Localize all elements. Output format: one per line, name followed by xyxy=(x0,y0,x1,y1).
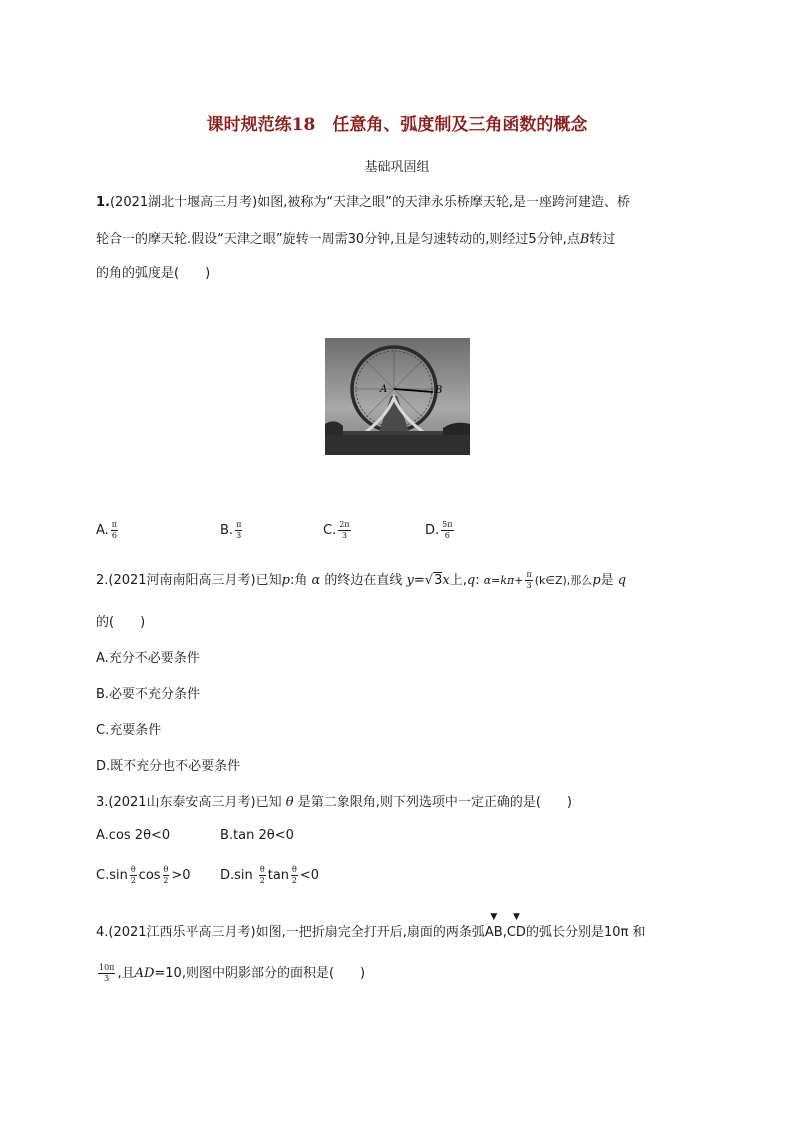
arc-ab: ▼ AB xyxy=(484,912,503,940)
q3-option-d: D.sin $\frac{\theta}{2}$ tan $\frac{\theta}{2}$ <0 xyxy=(220,865,320,885)
q2-line1: 2.(2021河南南阳高三月考)已知p:角 α 的终边在直线 y=√3x上,q: α=kπ+ $\frac{\pi}{3}$ (k∈Z),那么p是 q xyxy=(96,570,627,590)
q1-line3: 的角的弧度是( ) xyxy=(96,266,211,281)
ferris-wheel-photo xyxy=(325,338,470,455)
q1-option-c: C. $\frac{2\pi}{3}$ xyxy=(323,520,350,540)
q1-option-a: A. $\frac{\pi}{6}$ xyxy=(96,520,118,540)
fraction: $\frac{\pi}{6}$ xyxy=(111,520,118,540)
q3-line1: 3.(2021山东泰安高三月考)已知 θ 是第二象限角,则下列选项中一定正确的是( ) xyxy=(96,795,573,810)
q4-line2: $\frac{10\pi}{3}$ ,且AD=10,则图中阴影部分的面积是( ) xyxy=(99,963,366,983)
q4-line1: 4.(2021江西乐平高三月考)如图,一把折扇完全打开后,扇面的两条弧 ▼ AB, ▼ CD的弧长分别是10π 和 xyxy=(96,912,646,940)
q1-line1: 1.(2021湖北十堰高三月考)如图,被称为“天津之眼”的天津永乐桥摩天轮,是一座跨河建造、桥 xyxy=(96,195,630,210)
fraction: $\frac{\pi}{3}$ xyxy=(526,570,532,590)
q1-line2: 轮合一的摩天轮.假设“天津之眼”旋转一周需30分钟,且是匀速转动的,则经过5分钟,点B转过 xyxy=(96,232,616,247)
q1-option-d: D. $\frac{5\pi}{6}$ xyxy=(425,520,453,540)
ferris-wheel-image xyxy=(325,338,470,455)
q3-option-a: A.cos 2θ<0 xyxy=(96,828,171,843)
fraction: $\frac{\theta}{2}$ xyxy=(163,865,169,885)
fraction: $\frac{\theta}{2}$ xyxy=(259,865,265,885)
fraction: $\frac{2\pi}{3}$ xyxy=(339,520,350,540)
arc-cd: ▼ CD xyxy=(506,912,526,940)
point-b-label: B xyxy=(579,232,590,247)
fraction: $\frac{10\pi}{3}$ xyxy=(99,963,115,983)
arc-marker-icon: ▼ xyxy=(512,912,520,922)
fraction: $\frac{\theta}{2}$ xyxy=(130,865,136,885)
arc-marker-icon: ▼ xyxy=(490,912,498,922)
point-a-photo-label: A xyxy=(380,384,388,395)
q3-option-c: C.sin $\frac{\theta}{2}$ cos $\frac{\theta}{2}$ >0 xyxy=(96,865,191,885)
q2-option-a: A.充分不必要条件 xyxy=(96,651,200,666)
fraction: $\frac{5\pi}{6}$ xyxy=(442,520,453,540)
page-title: 课时规范练18 任意角、弧度制及三角函数的概念 xyxy=(206,115,588,135)
section-heading: 基础巩固组 xyxy=(364,160,430,175)
q2-option-c: C.充要条件 xyxy=(96,723,162,738)
q2-line2: 的( ) xyxy=(96,615,146,630)
point-b-photo-label: B xyxy=(435,385,443,396)
sqrt-symbol: √ xyxy=(424,573,434,588)
q2-option-d: D.既不充分也不必要条件 xyxy=(96,759,241,774)
q1-number: 1. xyxy=(96,195,110,210)
q3-option-b: B.tan 2θ<0 xyxy=(220,828,294,843)
fraction: $\frac{\theta}{2}$ xyxy=(291,865,297,885)
q2-option-b: B.必要不充分条件 xyxy=(96,687,201,702)
q1-option-b: B. $\frac{\pi}{3}$ xyxy=(220,520,242,540)
fraction: $\frac{\pi}{3}$ xyxy=(236,520,242,540)
